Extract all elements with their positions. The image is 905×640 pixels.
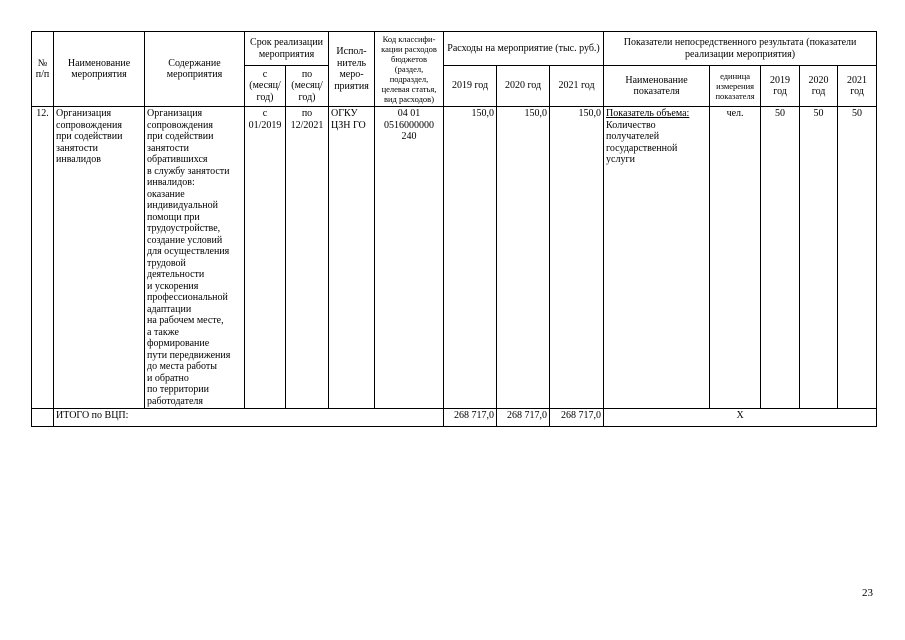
text-line: на рабочем месте, bbox=[147, 315, 224, 326]
text-line: и ускорения bbox=[147, 280, 199, 292]
text-line: 12/2021 bbox=[290, 119, 324, 131]
text-line: индивидуальной bbox=[147, 200, 218, 211]
text-line: сопровождения bbox=[147, 119, 213, 131]
text-line: при содействии bbox=[147, 131, 214, 142]
text-line: создание условий bbox=[147, 234, 223, 246]
header-period-to: по (месяц/ год) bbox=[286, 66, 329, 107]
text-line: трудовой bbox=[147, 257, 186, 269]
total-exp-2019: 268 717,0 bbox=[444, 409, 497, 427]
text-line: профессиональной bbox=[147, 292, 228, 303]
text-line: 04 01 bbox=[397, 108, 421, 119]
text-line: получателей bbox=[606, 131, 660, 142]
header-val-2021: 2021 год bbox=[838, 66, 877, 107]
text-line: ОГКУ bbox=[331, 108, 358, 119]
text-line: деятельности bbox=[147, 269, 205, 280]
header-num: № п/п bbox=[32, 32, 54, 107]
text-line: адаптации bbox=[147, 303, 192, 315]
text-line: услуги bbox=[606, 154, 635, 165]
text-line: 240 bbox=[401, 131, 417, 142]
text-line: до места работы bbox=[147, 361, 217, 372]
row-exp-2019: 150,0 bbox=[444, 107, 497, 409]
text-line: инвалидов bbox=[56, 154, 101, 165]
total-exp-2020: 268 717,0 bbox=[497, 409, 550, 427]
row-period-from bbox=[245, 107, 286, 409]
text-line: обратившихся bbox=[147, 154, 208, 165]
text-line: помощи при bbox=[147, 211, 200, 223]
text-line: в службу занятости bbox=[147, 165, 230, 177]
header-period-from: с (месяц/ год) bbox=[245, 66, 286, 107]
row-period-to bbox=[286, 107, 329, 409]
activities-table bbox=[31, 31, 877, 427]
text-line: Количество bbox=[606, 119, 656, 131]
row-exp-2021: 150,0 bbox=[550, 107, 604, 409]
row-executor bbox=[329, 107, 375, 409]
header-val-2019: 2019 год bbox=[761, 66, 800, 107]
header-val-2020: 2020 год bbox=[800, 66, 838, 107]
text-line: формирование bbox=[147, 338, 210, 349]
text-line: и обратно bbox=[147, 372, 189, 384]
header-indicator-name: Наименование показателя bbox=[604, 66, 710, 107]
text-line: работодателя bbox=[147, 395, 204, 407]
row-unit: чел. bbox=[710, 107, 761, 409]
text-line: сопровождения bbox=[56, 119, 122, 131]
text-line: занятости bbox=[147, 142, 189, 154]
indicator-text bbox=[606, 120, 707, 166]
total-label: ИТОГО по ВЦП: bbox=[54, 409, 444, 427]
total-mark: Х bbox=[604, 409, 877, 427]
header-exp-2020: 2020 год bbox=[497, 66, 550, 107]
text-line: инвалидов: bbox=[147, 177, 195, 188]
text-line: ЦЗН ГО bbox=[331, 119, 366, 131]
header-unit: единица измерения показателя bbox=[710, 66, 761, 107]
text-line: Организация bbox=[56, 108, 112, 119]
header-name: Наименование мероприятия bbox=[54, 32, 145, 107]
indicator-label: Показатель объема: bbox=[606, 108, 690, 119]
header-indicators: Показатели непосредственного результата (показатели реализации мероприятия) bbox=[604, 32, 877, 66]
row-exp-2020: 150,0 bbox=[497, 107, 550, 409]
text-line: пути передвижения bbox=[147, 349, 231, 361]
text-line: с bbox=[262, 108, 268, 119]
text-line: 01/2019 bbox=[248, 119, 282, 131]
header-expenses: Расходы на мероприятие (тыс. руб.) bbox=[444, 32, 604, 66]
row-val-2019: 50 bbox=[761, 107, 800, 409]
row-val-2021: 50 bbox=[838, 107, 877, 409]
header-executor: Испол-нитель меро-приятия bbox=[329, 32, 375, 107]
text-line: государственной bbox=[606, 142, 678, 154]
text-line: трудоустройстве, bbox=[147, 223, 221, 234]
header-content: Содержание мероприятия bbox=[145, 32, 245, 107]
total-row bbox=[32, 409, 877, 427]
page-number: 23 bbox=[862, 587, 873, 599]
text-line: по bbox=[301, 108, 313, 119]
row-val-2020: 50 bbox=[800, 107, 838, 409]
text-line: Организация bbox=[147, 108, 203, 119]
header-period: Срок реализации мероприятия bbox=[245, 32, 329, 66]
text-line: 0516000000 bbox=[384, 119, 435, 131]
text-line: по территории bbox=[147, 384, 209, 395]
table-row bbox=[32, 107, 877, 409]
text-line: при содействии bbox=[56, 131, 123, 142]
text-line: для осуществления bbox=[147, 246, 230, 257]
text-line: а также bbox=[147, 326, 179, 338]
row-indicator bbox=[604, 107, 710, 409]
row-name bbox=[54, 107, 145, 409]
row-content bbox=[145, 107, 245, 409]
row-code bbox=[375, 107, 444, 409]
text-line: оказание bbox=[147, 188, 185, 200]
header-exp-2019: 2019 год bbox=[444, 66, 497, 107]
total-exp-2021: 268 717,0 bbox=[550, 409, 604, 427]
text-line: занятости bbox=[56, 142, 98, 154]
header-code: Код классифи-кации расходов бюджетов (раздел, подраздел, целевая статья, вид расходов) bbox=[375, 32, 444, 107]
header-exp-2021: 2021 год bbox=[550, 66, 604, 107]
row-num: 12. bbox=[32, 107, 54, 409]
